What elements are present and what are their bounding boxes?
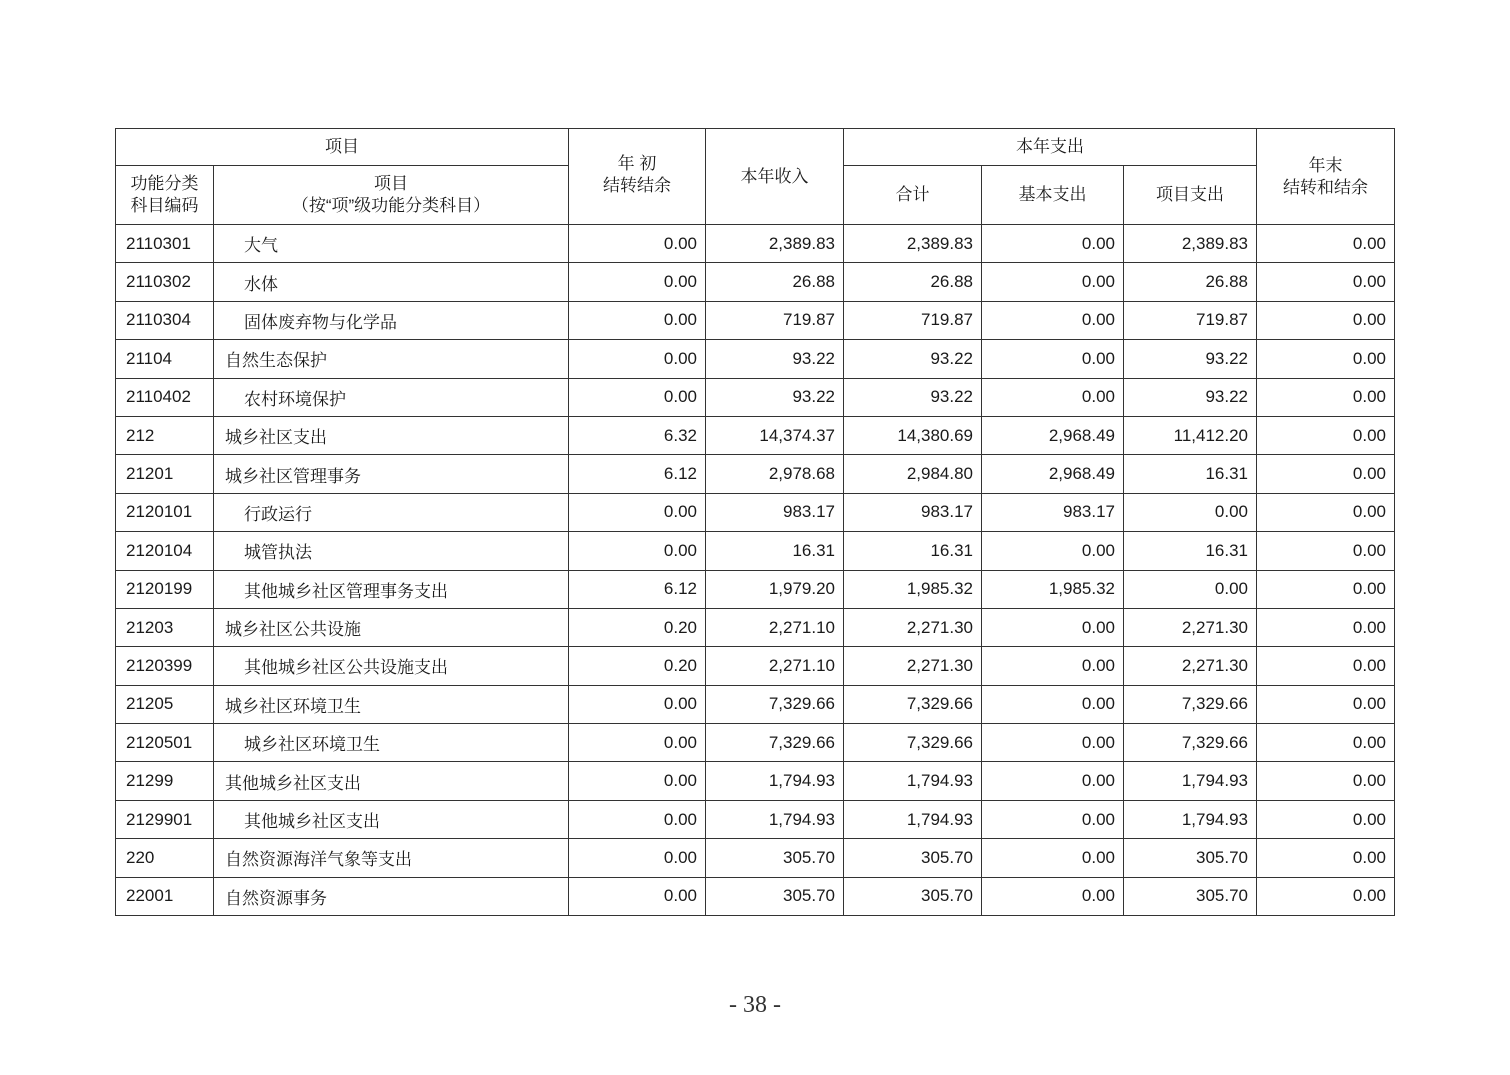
cell-end-balance: 0.00	[1257, 493, 1395, 531]
cell-income: 1,794.93	[706, 800, 844, 838]
cell-code: 2110402	[116, 378, 214, 416]
table-row	[116, 378, 1395, 416]
cell-begin-balance: 0.00	[569, 800, 706, 838]
cell-basic: 1,985.32	[982, 570, 1124, 608]
cell-income: 719.87	[706, 301, 844, 339]
cell-end-balance: 0.00	[1257, 225, 1395, 263]
cell-project: 16.31	[1124, 532, 1257, 570]
cell-code: 2120199	[116, 570, 214, 608]
cell-end-balance: 0.00	[1257, 263, 1395, 301]
cell-total: 305.70	[844, 839, 982, 877]
cell-name: 城管执法	[214, 532, 569, 570]
cell-income: 1,979.20	[706, 570, 844, 608]
cell-code: 2129901	[116, 800, 214, 838]
cell-code: 2120101	[116, 493, 214, 531]
cell-code: 21104	[116, 340, 214, 378]
cell-begin-balance: 6.32	[569, 416, 706, 454]
table-row	[116, 493, 1395, 531]
cell-project: 2,271.30	[1124, 647, 1257, 685]
cell-income: 2,978.68	[706, 455, 844, 493]
cell-total: 305.70	[844, 877, 982, 915]
header-total: 合计	[844, 166, 982, 225]
cell-basic: 2,968.49	[982, 455, 1124, 493]
cell-end-balance: 0.00	[1257, 724, 1395, 762]
cell-begin-balance: 0.00	[569, 685, 706, 723]
cell-total: 1,985.32	[844, 570, 982, 608]
cell-basic: 0.00	[982, 762, 1124, 800]
cell-end-balance: 0.00	[1257, 647, 1395, 685]
cell-basic: 0.00	[982, 724, 1124, 762]
cell-basic: 0.00	[982, 800, 1124, 838]
table-row	[116, 416, 1395, 454]
cell-code: 2120501	[116, 724, 214, 762]
cell-code: 2120399	[116, 647, 214, 685]
cell-income: 2,271.10	[706, 647, 844, 685]
cell-income: 7,329.66	[706, 685, 844, 723]
cell-income: 93.22	[706, 378, 844, 416]
table-row	[116, 608, 1395, 646]
cell-total: 93.22	[844, 378, 982, 416]
cell-project: 16.31	[1124, 455, 1257, 493]
table-row	[116, 724, 1395, 762]
cell-begin-balance: 0.00	[569, 877, 706, 915]
cell-begin-balance: 0.00	[569, 762, 706, 800]
table-body	[116, 225, 1395, 916]
cell-name: 其他城乡社区公共设施支出	[214, 647, 569, 685]
header-project: 项目支出	[1124, 166, 1257, 225]
header-func-code: 功能分类 科目编码	[116, 166, 214, 225]
cell-name: 农村环境保护	[214, 378, 569, 416]
cell-code: 2110304	[116, 301, 214, 339]
cell-end-balance: 0.00	[1257, 416, 1395, 454]
cell-total: 16.31	[844, 532, 982, 570]
table-row	[116, 225, 1395, 263]
cell-total: 2,389.83	[844, 225, 982, 263]
cell-end-balance: 0.00	[1257, 378, 1395, 416]
table-row	[116, 301, 1395, 339]
cell-income: 14,374.37	[706, 416, 844, 454]
cell-basic: 0.00	[982, 647, 1124, 685]
cell-name: 自然资源海洋气象等支出	[214, 839, 569, 877]
cell-begin-balance: 0.00	[569, 493, 706, 531]
table-row	[116, 839, 1395, 877]
table-row	[116, 877, 1395, 915]
cell-code: 220	[116, 839, 214, 877]
cell-end-balance: 0.00	[1257, 685, 1395, 723]
cell-project: 305.70	[1124, 877, 1257, 915]
header-income: 本年收入	[706, 129, 844, 225]
cell-begin-balance: 0.20	[569, 647, 706, 685]
header-begin-balance: 年 初 结转结余	[569, 129, 706, 225]
cell-name: 其他城乡社区管理事务支出	[214, 570, 569, 608]
cell-total: 26.88	[844, 263, 982, 301]
cell-income: 305.70	[706, 839, 844, 877]
cell-total: 2,271.30	[844, 608, 982, 646]
page-number: - 38 -	[729, 992, 781, 1018]
cell-project: 93.22	[1124, 340, 1257, 378]
cell-project: 719.87	[1124, 301, 1257, 339]
cell-name: 城乡社区环境卫生	[214, 685, 569, 723]
cell-total: 1,794.93	[844, 762, 982, 800]
cell-name: 城乡社区管理事务	[214, 455, 569, 493]
cell-project: 11,412.20	[1124, 416, 1257, 454]
cell-begin-balance: 6.12	[569, 570, 706, 608]
cell-project: 1,794.93	[1124, 800, 1257, 838]
cell-project: 7,329.66	[1124, 724, 1257, 762]
cell-code: 21299	[116, 762, 214, 800]
cell-project: 26.88	[1124, 263, 1257, 301]
cell-begin-balance: 0.00	[569, 340, 706, 378]
cell-basic: 0.00	[982, 608, 1124, 646]
cell-begin-balance: 6.12	[569, 455, 706, 493]
header-basic: 基本支出	[982, 166, 1124, 225]
cell-name: 城乡社区支出	[214, 416, 569, 454]
table-row	[116, 570, 1395, 608]
cell-basic: 0.00	[982, 340, 1124, 378]
cell-code: 2110302	[116, 263, 214, 301]
cell-basic: 0.00	[982, 685, 1124, 723]
cell-code: 22001	[116, 877, 214, 915]
cell-basic: 0.00	[982, 839, 1124, 877]
cell-income: 93.22	[706, 340, 844, 378]
cell-begin-balance: 0.00	[569, 301, 706, 339]
cell-total: 7,329.66	[844, 685, 982, 723]
cell-project: 305.70	[1124, 839, 1257, 877]
cell-total: 719.87	[844, 301, 982, 339]
table-row	[116, 647, 1395, 685]
header-end-balance: 年末 结转和结余	[1257, 129, 1395, 225]
cell-begin-balance: 0.20	[569, 608, 706, 646]
cell-code: 212	[116, 416, 214, 454]
cell-total: 2,984.80	[844, 455, 982, 493]
cell-name: 固体废弃物与化学品	[214, 301, 569, 339]
cell-name: 城乡社区公共设施	[214, 608, 569, 646]
cell-income: 2,389.83	[706, 225, 844, 263]
cell-total: 7,329.66	[844, 724, 982, 762]
cell-end-balance: 0.00	[1257, 877, 1395, 915]
cell-income: 2,271.10	[706, 608, 844, 646]
cell-name: 大气	[214, 225, 569, 263]
cell-total: 983.17	[844, 493, 982, 531]
cell-name: 自然资源事务	[214, 877, 569, 915]
cell-name: 自然生态保护	[214, 340, 569, 378]
table-row	[116, 455, 1395, 493]
table-row	[116, 762, 1395, 800]
cell-total: 93.22	[844, 340, 982, 378]
cell-name: 行政运行	[214, 493, 569, 531]
cell-end-balance: 0.00	[1257, 570, 1395, 608]
table-row	[116, 340, 1395, 378]
table-row	[116, 532, 1395, 570]
cell-begin-balance: 0.00	[569, 724, 706, 762]
cell-basic: 0.00	[982, 378, 1124, 416]
cell-code: 2120104	[116, 532, 214, 570]
cell-basic: 0.00	[982, 225, 1124, 263]
cell-project: 2,389.83	[1124, 225, 1257, 263]
table-row	[116, 800, 1395, 838]
cell-end-balance: 0.00	[1257, 800, 1395, 838]
cell-income: 1,794.93	[706, 762, 844, 800]
cell-begin-balance: 0.00	[569, 839, 706, 877]
cell-end-balance: 0.00	[1257, 839, 1395, 877]
cell-code: 2110301	[116, 225, 214, 263]
cell-basic: 0.00	[982, 877, 1124, 915]
cell-total: 2,271.30	[844, 647, 982, 685]
cell-income: 7,329.66	[706, 724, 844, 762]
cell-basic: 0.00	[982, 532, 1124, 570]
cell-income: 983.17	[706, 493, 844, 531]
table-row	[116, 685, 1395, 723]
cell-begin-balance: 0.00	[569, 532, 706, 570]
cell-begin-balance: 0.00	[569, 378, 706, 416]
header-item: 项目	[116, 129, 569, 166]
cell-end-balance: 0.00	[1257, 455, 1395, 493]
cell-income: 16.31	[706, 532, 844, 570]
cell-name: 城乡社区环境卫生	[214, 724, 569, 762]
cell-code: 21203	[116, 608, 214, 646]
cell-end-balance: 0.00	[1257, 608, 1395, 646]
cell-code: 21201	[116, 455, 214, 493]
cell-code: 21205	[116, 685, 214, 723]
cell-total: 14,380.69	[844, 416, 982, 454]
cell-total: 1,794.93	[844, 800, 982, 838]
cell-project: 93.22	[1124, 378, 1257, 416]
table-row	[116, 263, 1395, 301]
cell-basic: 2,968.49	[982, 416, 1124, 454]
cell-name: 其他城乡社区支出	[214, 762, 569, 800]
cell-project: 7,329.66	[1124, 685, 1257, 723]
cell-basic: 0.00	[982, 263, 1124, 301]
cell-income: 305.70	[706, 877, 844, 915]
cell-project: 0.00	[1124, 493, 1257, 531]
cell-begin-balance: 0.00	[569, 225, 706, 263]
budget-table	[115, 128, 1395, 916]
cell-end-balance: 0.00	[1257, 340, 1395, 378]
header-item-name: 项目 （按“项”级功能分类科目）	[214, 166, 569, 225]
cell-end-balance: 0.00	[1257, 532, 1395, 570]
cell-end-balance: 0.00	[1257, 301, 1395, 339]
cell-project: 0.00	[1124, 570, 1257, 608]
cell-income: 26.88	[706, 263, 844, 301]
cell-begin-balance: 0.00	[569, 263, 706, 301]
cell-name: 其他城乡社区支出	[214, 800, 569, 838]
header-expense: 本年支出	[844, 129, 1257, 166]
cell-project: 2,271.30	[1124, 608, 1257, 646]
cell-end-balance: 0.00	[1257, 762, 1395, 800]
cell-project: 1,794.93	[1124, 762, 1257, 800]
cell-basic: 983.17	[982, 493, 1124, 531]
cell-basic: 0.00	[982, 301, 1124, 339]
cell-name: 水体	[214, 263, 569, 301]
